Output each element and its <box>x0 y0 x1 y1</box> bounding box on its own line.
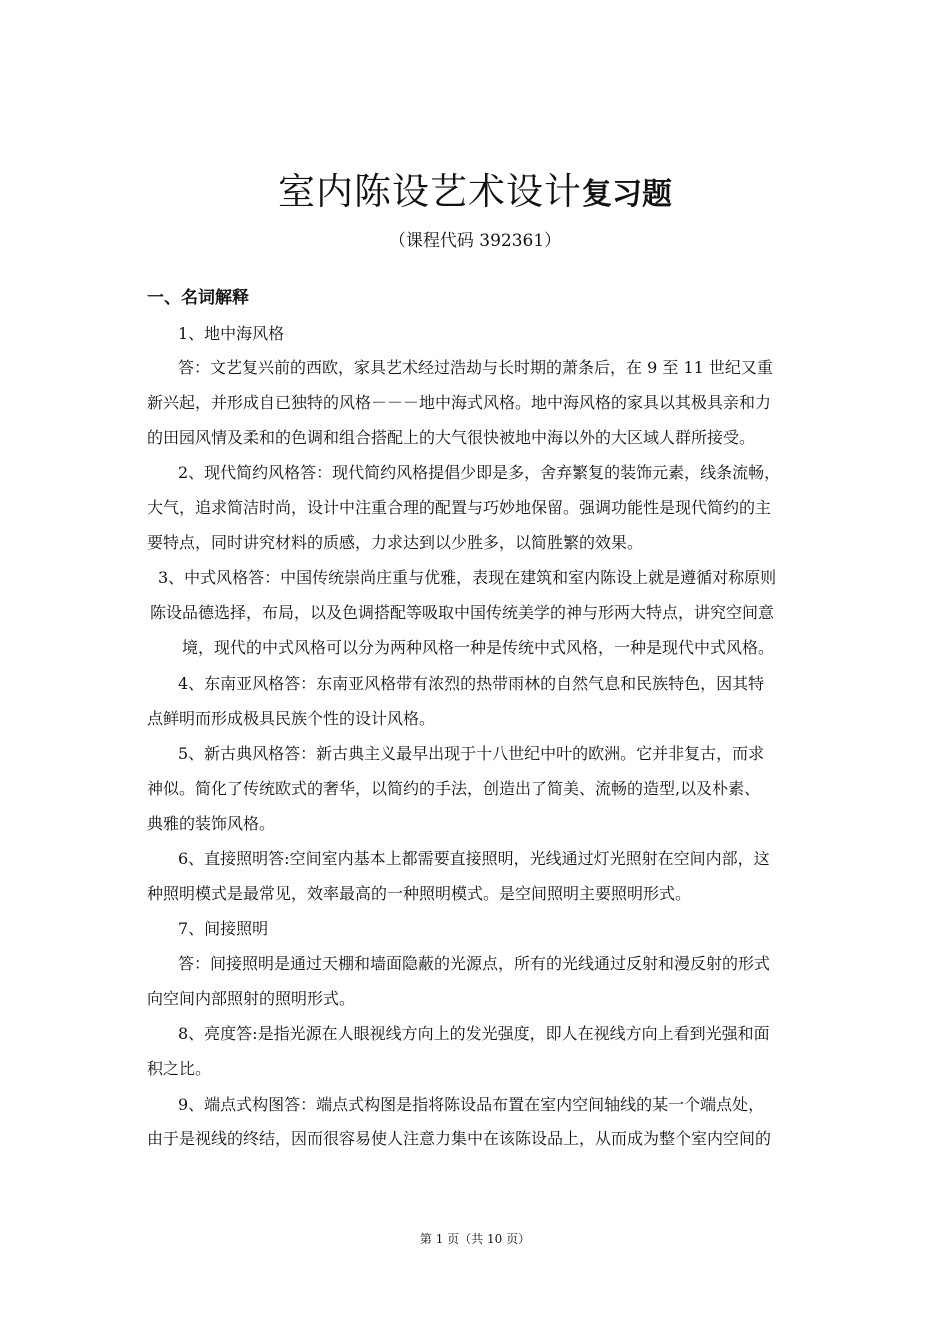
title-suffix: 复习题 <box>582 177 672 212</box>
body-line: 新兴起，并形成自已独特的风格－－－地中海式风格。地中海风格的家具以其极具亲和力 <box>147 393 772 412</box>
body-line: 1、地中海风格 <box>178 324 285 343</box>
body-line: 境，现代的中式风格可以分为两种风格一种是传统中式风格，一种是现代中式风格。 <box>182 638 775 657</box>
course-code: （课程代码 392361） <box>388 231 562 251</box>
body-line: 要特点，同时讲究材料的质感，力求达到以少胜多，以简胜繁的效果。 <box>147 533 644 552</box>
body-line: 答：间接照明是通过天棚和墙面隐蔽的光源点，所有的光线通过反射和漫反射的形式 <box>178 954 771 973</box>
body-line: 陈设品德选择，布局，以及色调搭配等吸取中国传统美学的神与形两大特点，讲究空间意 <box>150 603 775 622</box>
body-line: 向空间内部照射的照明形式。 <box>147 989 356 1008</box>
body-line: 答：文艺复兴前的西欧，家具艺术经过浩劫与长时期的萧条后，在 9 至 11 世纪又重 <box>178 358 773 377</box>
body-line: 2、现代简约风格答：现代简约风格提倡少即是多，舍弃繁复的装饰元素，线条流畅， <box>178 463 781 482</box>
page-footer: 第 1 页（共 10 页） <box>419 1232 531 1246</box>
body-line: 8、亮度答:是指光源在人眼视线方向上的发光强度，即人在视线方向上看到光强和面 <box>178 1024 770 1043</box>
body-line: 典雅的装饰风格。 <box>147 814 276 833</box>
body-line: 点鲜明而形成极具民族个性的设计风格。 <box>147 709 436 728</box>
body-line: 由于是视线的终结，因而很容易使人注意力集中在该陈设品上，从而成为整个室内空间的 <box>147 1129 772 1148</box>
body-line: 积之比。 <box>147 1059 212 1078</box>
title-main: 室内陈设艺术设计 <box>278 170 582 213</box>
body-line: 7、间接照明 <box>178 919 269 938</box>
body-line: 5、新古典风格答：新古典主义最早出现于十八世纪中叶的欧洲。它并非复古，而求 <box>178 744 765 763</box>
body-line: 大气，追求简洁时尚，设计中注重合理的配置与巧妙地保留。强调功能性是现代简约的主 <box>147 498 772 517</box>
body-line: 6、直接照明答:空间室内基本上都需要直接照明，光线通过灯光照射在空间内部，这 <box>178 849 770 868</box>
document-title <box>0 166 950 225</box>
body-line: 9、端点式构图答：端点式构图是指将陈设品布置在室内空间轴线的某一个端点处， <box>178 1095 765 1114</box>
body-line: 4、东南亚风格答：东南亚风格带有浓烈的热带雨林的自然气息和民族特色，因其特 <box>178 674 765 693</box>
body-line: 种照明模式是最常见，效率最高的一种照明模式。是空间照明主要照明形式。 <box>147 884 692 903</box>
body-line: 的田园风情及柔和的色调和组合搭配上的大气很快被地中海以外的大区域人群所接受。 <box>147 428 756 447</box>
section-heading: 一、名词解释 <box>147 288 249 308</box>
body-line: 神似。简化了传统欧式的奢华，以简约的手法，创造出了简美、流畅的造型,以及朴素、 <box>147 779 761 798</box>
body-line: 3、中式风格答：中国传统崇尚庄重与优雅，表现在建筑和室内陈设上就是遵循对称原则 <box>158 568 777 587</box>
